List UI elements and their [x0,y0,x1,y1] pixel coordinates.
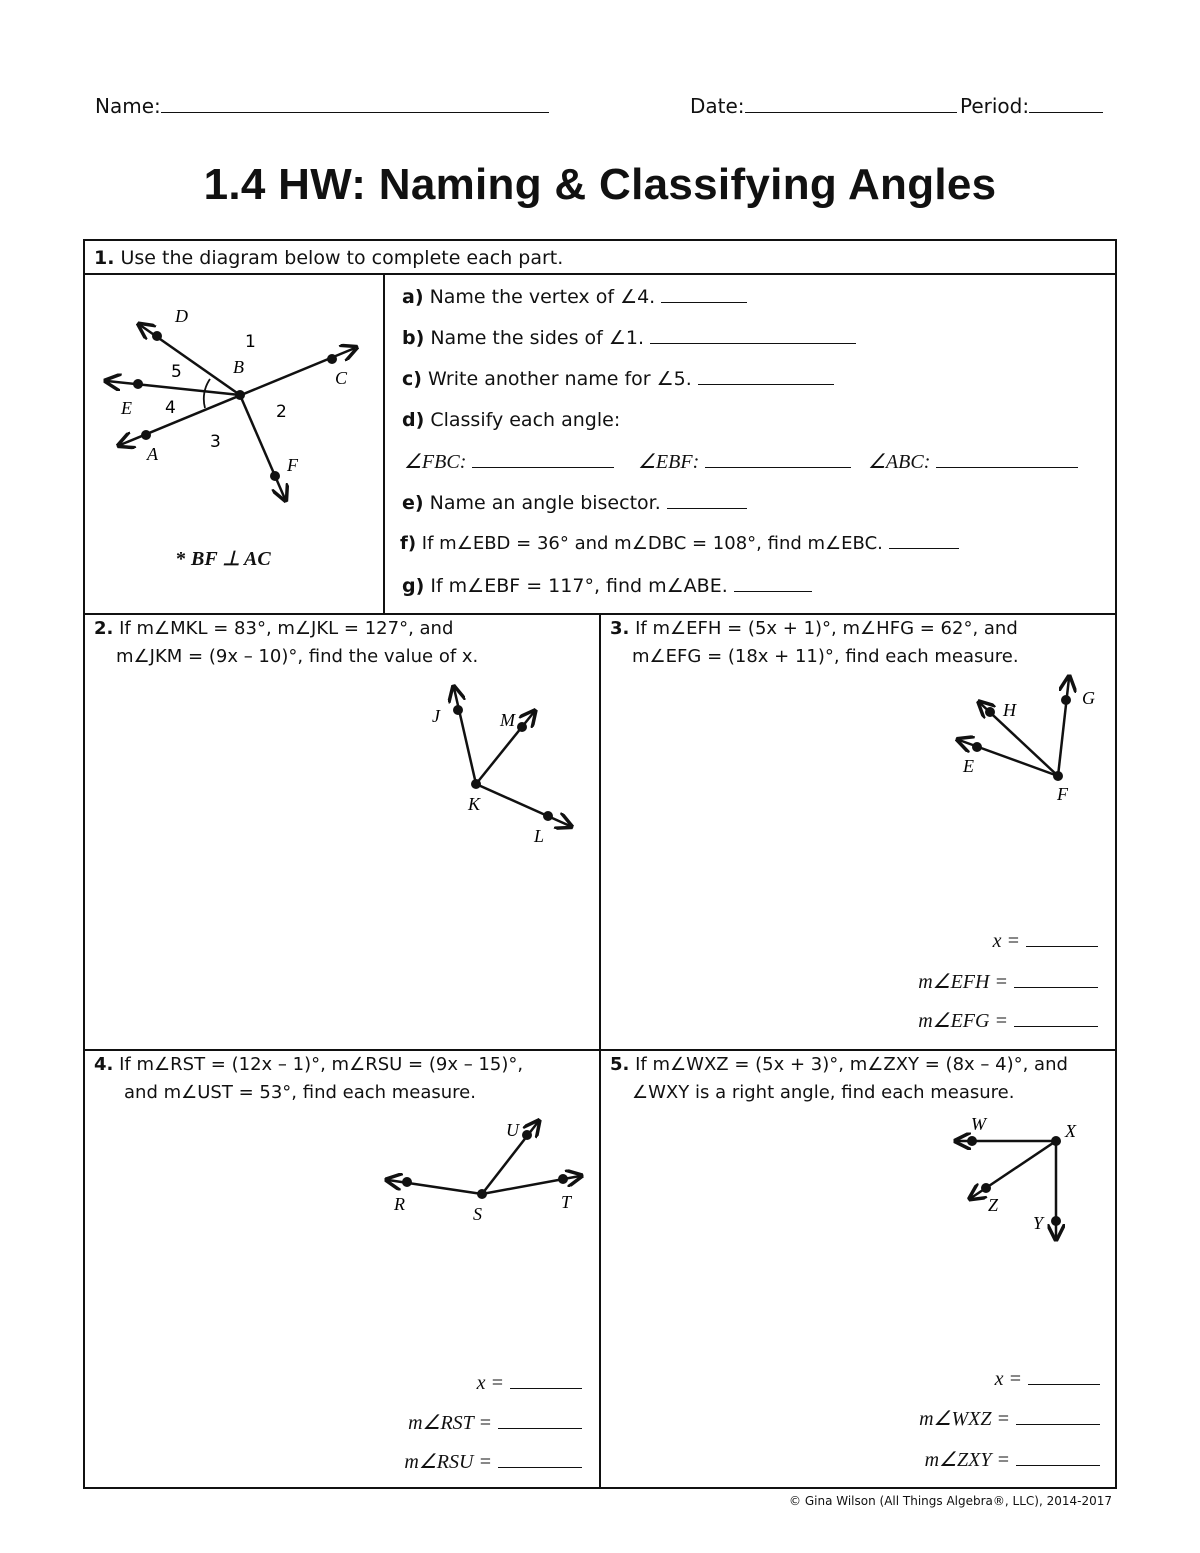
divider [383,273,385,615]
label-z: Z [988,1195,999,1215]
question-5-diagram [945,1110,1105,1250]
name-label: Name: [95,94,161,118]
label-u: U [506,1120,519,1140]
question-1e: e) Name an angle bisector. [402,489,747,517]
question-3-diagram [945,670,1105,810]
label-e: E [963,756,974,776]
question-4-prompt: 4. If m∠RST = (12x – 1)°, m∠RSU = (9x – 15)°, and m∠UST = 53°, find each measure. [94,1054,524,1103]
label-h: H [1003,700,1016,720]
question-5-prompt: 5. If m∠WXZ = (5x + 3)°, m∠ZXY = (8x – 4)°, and ∠WXY is a right angle, find each measure. [610,1054,1068,1103]
answer-blank[interactable] [1016,1408,1100,1425]
question-1f: f) If m∠EBD = 36° and m∠DBC = 108°, find m∠EBC. [400,530,959,558]
question-1g: g) If m∠EBF = 117°, find m∠ABE. [402,572,812,600]
label-2: 2 [276,402,287,422]
question-1d: d) Classify each angle: [402,409,621,431]
point-w [967,1136,977,1146]
point-l [543,811,553,821]
answer-blank[interactable] [498,1451,582,1468]
answer-blank[interactable] [510,1372,582,1389]
point-j [453,705,463,715]
label-a: A [147,444,158,464]
label-k: K [468,794,481,814]
answer-1c[interactable] [698,368,834,385]
label-w: W [971,1114,986,1134]
angle-arc [204,379,210,408]
point-y [1051,1216,1061,1226]
point-d [152,331,162,341]
answer-5-zxy: m∠ZXY = [925,1447,1100,1472]
question-2-diagram [420,680,590,850]
label-r: R [394,1194,405,1214]
period-label: Period: [960,94,1030,118]
question-1d-angle-ebf: ∠EBF: [638,448,851,476]
answer-blank[interactable] [1026,930,1098,947]
question-2-prompt: 2. If m∠MKL = 83°, m∠JKL = 127°, and m∠JKM = (9x – 10)°, find the value of x. [94,618,479,667]
answer-1a[interactable] [661,286,747,303]
question-1b: b) Name the sides of ∠1. [402,324,856,352]
point-k [471,779,481,789]
label-5: 5 [171,362,182,382]
answer-blank[interactable] [1028,1368,1100,1385]
page-title: 1.4 HW: Naming & Classifying Angles [203,160,997,209]
answer-blank[interactable] [1016,1449,1100,1466]
date-field[interactable] [690,94,957,118]
perpendicular-note: * BF ⊥ AC [176,548,271,570]
answer-blank[interactable] [1014,1010,1098,1027]
label-3: 3 [210,432,221,452]
point-e [133,379,143,389]
name-field[interactable] [95,94,549,118]
answer-1b[interactable] [650,327,856,344]
label-f: F [287,455,298,475]
answer-5-x: x = [995,1368,1100,1391]
point-f [1053,771,1063,781]
answer-3-x: x = [993,930,1098,953]
question-4-diagram [380,1110,590,1230]
answer-blank[interactable] [498,1412,582,1429]
label-e: E [121,398,132,418]
answer-4-rst: m∠RST = [408,1410,582,1435]
label-4: 4 [165,398,176,418]
label-c: C [335,368,348,388]
label-x: X [1065,1121,1076,1141]
label-y: Y [1033,1213,1044,1233]
label-b: B [233,357,244,377]
label-1: 1 [245,332,256,352]
label-f: F [1057,784,1068,804]
point-f [270,471,280,481]
period-field[interactable] [960,94,1103,118]
answer-3-efh: m∠EFH = [918,969,1098,994]
answer-4-rsu: m∠RSU = [404,1449,582,1474]
answer-1g[interactable] [734,575,812,592]
point-g [1061,695,1071,705]
label-s: S [473,1204,482,1224]
point-z [981,1183,991,1193]
answer-1d-ebf[interactable] [705,451,851,468]
label-m: M [500,710,515,730]
point-x [1051,1136,1061,1146]
point-m [517,722,527,732]
answer-1e[interactable] [667,492,747,509]
question-3-prompt: 3. If m∠EFH = (5x + 1)°, m∠HFG = 62°, and m∠EFG = (18x + 11)°, find each measure. [610,618,1019,667]
answer-blank[interactable] [1014,971,1098,988]
answer-1d-abc[interactable] [936,451,1078,468]
point-c [327,354,337,364]
label-j: J [432,706,440,726]
point-t [558,1174,568,1184]
point-u [522,1130,532,1140]
point-s [477,1189,487,1199]
point-a [141,430,151,440]
question-1d-angle-fbc: ∠FBC: [404,448,614,476]
point-h [985,707,995,717]
point-b [235,390,245,400]
answer-4-x: x = [477,1372,582,1395]
point-e [972,742,982,752]
answer-1d-fbc[interactable] [472,451,614,468]
question-1d-angle-abc: ∠ABC: [868,448,1078,476]
label-l: L [534,826,545,846]
copyright-footer: © Gina Wilson (All Things Algebra®, LLC), 2014-2017 [789,1494,1112,1508]
point-r [402,1177,412,1187]
date-label: Date: [690,94,745,118]
ray-be [107,381,240,395]
question-1a: a) Name the vertex of ∠4. [402,283,747,311]
label-t: T [561,1192,572,1212]
answer-3-efg: m∠EFG = [918,1008,1098,1033]
answer-5-wxz: m∠WXZ = [919,1406,1100,1431]
label-g: G [1082,688,1095,708]
question-1-prompt: 1. Use the diagram below to complete each part. [94,247,564,269]
answer-1f[interactable] [889,532,959,549]
question-1c: c) Write another name for ∠5. [402,365,834,393]
label-d: D [175,306,188,326]
